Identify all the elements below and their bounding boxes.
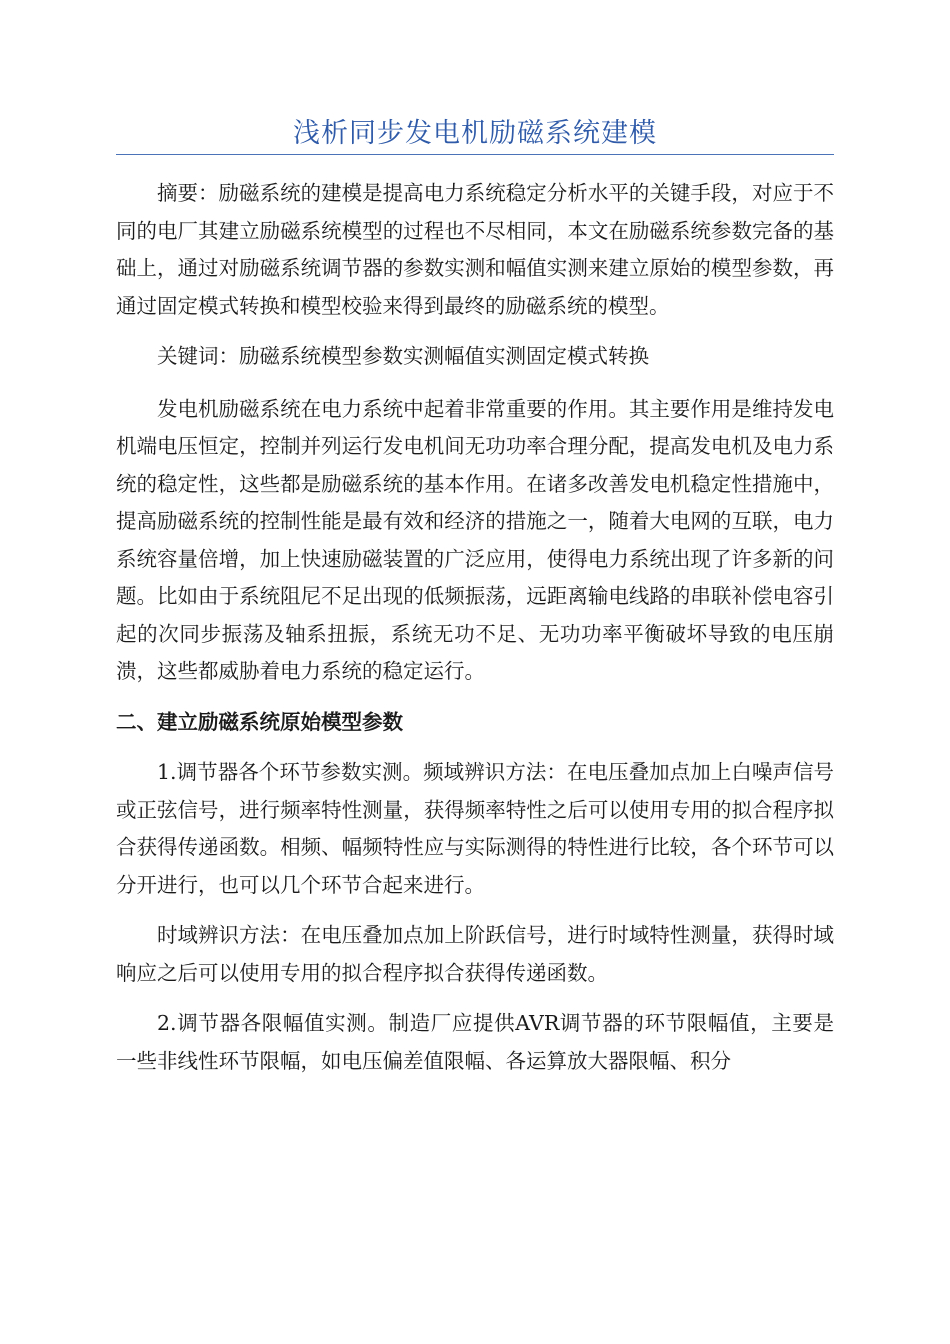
title-underline xyxy=(116,154,834,155)
section-paragraph-2: 时域辨识方法：在电压叠加点加上阶跃信号，进行时域特性测量，获得时域响应之后可以使用专用的拟合程序拟合获得传递函数。 xyxy=(116,923,834,985)
keywords-paragraph: 关键词：励磁系统模型参数实测幅值实测固定模式转换 xyxy=(157,344,649,368)
intro-paragraph: 发电机励磁系统在电力系统中起着非常重要的作用。其主要作用是维持发电机端电压恒定，控制并列运行发电机间无功功率合理分配，提高发电机及电力系统的稳定性，这些都是励磁系统的基本作用。在诸多改善发电机稳定性措施中，提高励磁系统的控制性能是最有效和经济的措施之一，随着大电网的互联，电力系统容量倍增，加上快速励磁装置的广泛应用，使得电力系统出现了许多新的问题。比如由于系统阻尼不足出现的低频振荡，远距离输电线路的串联补偿电容引起的次同步振荡及轴系扭振，系统无功不足、无功功率平衡破坏导致的电压崩溃，这些都威胁着电力系统的稳定运行。 xyxy=(116,396,834,683)
section-heading: 二、建立励磁系统原始模型参数 xyxy=(116,709,403,734)
document-body xyxy=(116,175,834,1093)
section-paragraph-1: 1.调节器各个环节参数实测。频域辨识方法：在电压叠加点加上白噪声信号或正弦信号，进行频率特性测量，获得频率特性之后可以使用专用的拟合程序拟合获得传递函数。相频、幅频特性应与实际测得的特性进行比较，各个环节可以分开进行，也可以几个环节合起来进行。 xyxy=(116,760,834,897)
section-paragraph-3: 2.调节器各限幅值实测。制造厂应提供AVR调节器的环节限幅值，主要是一些非线性环节限幅，如电压偏差值限幅、各运算放大器限幅、积分 xyxy=(116,1011,834,1073)
abstract-paragraph: 摘要：励磁系统的建模是提高电力系统稳定分析水平的关键手段，对应于不同的电厂其建立励磁系统模型的过程也不尽相同，本文在励磁系统参数完备的基础上，通过对励磁系统调节器的参数实测和幅值实测来建立原始的模型参数，再通过固定模式转换和模型校验来得到最终的励磁系统的模型。 xyxy=(116,181,834,318)
document-title: 浅析同步发电机励磁系统建模 xyxy=(293,118,657,149)
